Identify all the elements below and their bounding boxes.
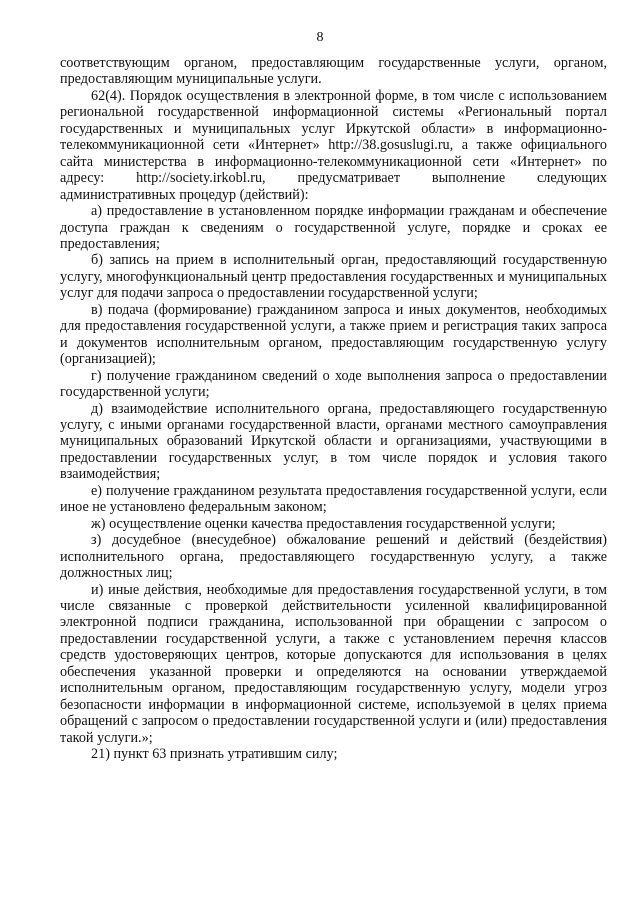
paragraph-item-d: д) взаимодействие исполнительного органа, предоставляющего государственную услугу, с иными органами государственной власти, органами местного самоуправления муниципальных образований Иркутской области и организациями, участвующими в предоставлении государственных услуг, в том числе порядок и условия такого взаимодействия;	[60, 400, 607, 483]
paragraph-62-4: 62(4). Порядок осуществления в электронной форме, в том числе с использованием региональной государственной информационной системы «Региональный портал государственных и муниципальных услуг Иркутской области» в информационно-телекоммуникационной сети «Интернет» http://38.gosuslugi.ru, а также официального сайта министерства в информационно-телекоммуникационной сети «Интернет» по адресу: http://society.irkobl.ru, предусматривает выполнение следующих административных процедур (действий):	[60, 87, 607, 203]
paragraph-item-zh: ж) осуществление оценки качества предоставления государственной услуги;	[91, 515, 556, 532]
paragraph-continuation: соответствующим органом, предоставляющим государственные услуги, органом, предоставляющим муниципальные услуги.	[60, 55, 607, 88]
paragraph-item-a: а) предоставление в установленном порядке информации гражданам и обеспечение доступа граждан к сведениям о государственной услуге, порядке и сроках ее предоставления;	[60, 203, 607, 252]
page-number: 8	[316, 30, 324, 45]
paragraph-item-e: е) получение гражданином результата предоставления государственной услуги, если иное не установлено федеральным законом;	[60, 482, 607, 516]
paragraph-item-i: и) иные действия, необходимые для предоставления государственной услуги, в том числе связанные с проверкой действительности усиленной квалифицированной электронной подписи гражданина, использованной при обращении с запросом о предоставлении государственной услуги, а также с установлением перечня классов средств удостоверяющих центров, которые допускаются для использования в целях обеспечения указанной проверки и определяются на основании утверждаемой исполнительным органом, предоставляющим государственную услугу, модели угроз безопасности информации в информационной системе, используемой в целях приема обращений с запросом о предоставлении государственной услуги и (или) предоставления такой услуги.»;	[60, 581, 607, 746]
paragraph-item-z: з) досудебное (внесудебное) обжалование решений и действий (бездействия) исполнительного органа, предоставляющего государственную услугу, а также должностных лиц;	[60, 532, 607, 582]
paragraph-item-21: 21) пункт 63 признать утратившим силу;	[91, 746, 338, 763]
document-body	[60, 55, 607, 762]
paragraph-item-v: в) подача (формирование) гражданином запроса и иных документов, необходимых для предоставления государственной услуги, а также прием и регистрация таких запроса и документов исполнительным органом, предоставляющим государственную услугу (организацией);	[60, 301, 607, 368]
paragraph-item-g: г) получение гражданином сведений о ходе выполнения запроса о предоставлении государственной услуги;	[60, 367, 607, 401]
paragraph-item-b: б) запись на прием в исполнительный орган, предоставляющий государственную услугу, многофункциональный центр предоставления государственных и муниципальных услуг для подачи запроса о предоставлении государственной услуги;	[60, 252, 607, 302]
